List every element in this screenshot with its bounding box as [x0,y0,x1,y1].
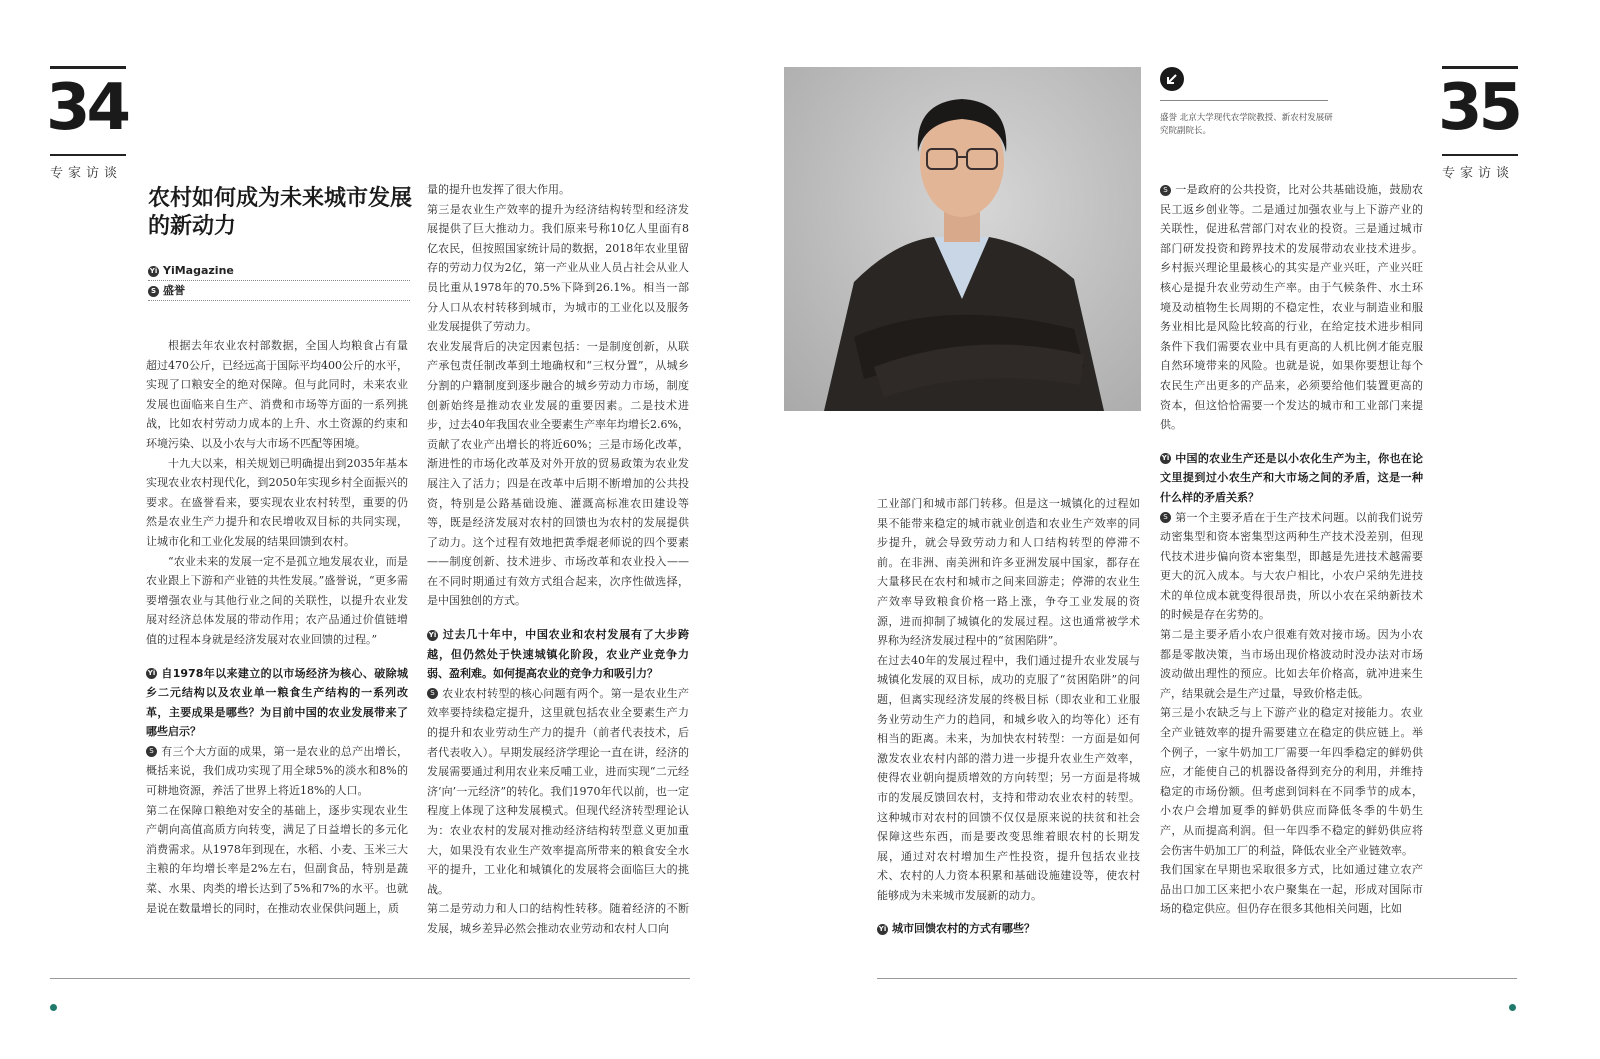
s-icon: S [1160,512,1171,523]
answer [1160,180,1423,435]
footer-dot-left [50,1004,57,1011]
question [877,919,1140,939]
question [146,664,408,742]
answer-text: 农业农村转型的核心问题有两个。第一是农业生产效率要持续稳定提升，这里就包括农业全要素生产力的提升和农业劳动生产力的提升（前者代表技术，后者代表收入）。早期发展经济学理论一直在讲，经济的发展需要通过利用农业来反哺工业，进而实现“二元经济‘向’一元经济”的转化。我们1970年代以前，也一定程度上体现了这种发展模式。但现代经济转型理论认为：农业农村的发展对推动经济结构转型意义更加重大，如果没有农业生产效率提高所带来的粮食安全水平的提升，工业化和城镇化的发展将会面临巨大的挑战。 [427,686,689,896]
footer-rule-right [877,978,1517,979]
s-icon: S [146,746,157,757]
paragraph: 第二是主要矛盾小农户很难有效对接市场。因为小农都是零散决策，当市场出现价格波动时没办法对市场波动做出理性的预应。比如去年价格高，就冲进来生产，结果就会是生产过量，导致价格走低。 [1160,628,1423,700]
section-label-right: 专家访谈 [1442,166,1515,181]
arrow-down-left-icon [1160,67,1184,91]
paragraph: 在过去40年的发展过程中，我们通过提升农业发展与城镇化发展的双目标，成功的克服了“贫困陷阱”的问题，但离实现经济发展的终极目标（即农业和工业服务业劳动生产力的趋同，和城乡收入的均等化）还有相当的距离。未来，为加快农村转型：一方面是如何激发农业农村内部的潜力进一步提升农业生产效率，使得农业朝向提质增效的方向转型；另一方面是将城市的发展反馈回农村，支持和带动农业农村的转型。这种城市对农村的回馈不仅仅是原来说的扶贫和社会保障这些东西，而是要改变思维着眼农村的长期发展，通过对农村增加生产性投资，提升包括农业技术、农村的人力资本积累和基础设施建设等，使农村能够成为未来城市发展新的动力。 [877,653,1140,902]
byline-author-text: 盛誉 [163,284,185,297]
page-number-top-rule [50,66,126,69]
page-number-bottom-rule [1442,154,1518,156]
footer-rule-left [50,978,690,979]
yi-icon: Yi [1161,454,1170,463]
s-icon: S [1160,185,1171,196]
paragraph: 第二是劳动力和人口的结构性转移。随着经济的不断发展，城乡差异必然会推动农业劳动和农村人口向 [427,902,689,935]
text-column-1 [146,336,408,918]
question-text: 过去几十年中，中国农业和农村发展有了大步跨越，但仍然处于快速城镇化阶段，农业产业竞争力弱、盈利难。如何提高农业的竞争力和吸引力？ [427,628,689,681]
paragraph: “农业未来的发展一定不是孤立地发展农业，而是农业跟上下游和产业链的共性发展。”盛誉说，“更多需要增强农业与其他行业之间的关联性，以提升农业发展对经济总体发展的带动作用；农产品通过价值链增值的过程本身就是经济发展对农业回馈的过程。” [146,554,408,646]
page-number-bottom-rule [50,154,126,156]
paragraph: 农业发展背后的决定因素包括：一是制度创新，从联产承包责任制改革到土地确权和“三权分置”，从城乡分割的户籍制度到逐步融合的城乡劳动力市场，制度创新始终是推动农业发展的重要因素。二是技术进步，过去40年我国农业全要素生产率年均增长2.6%，贡献了农业产出增长的将近60%；三是市场化改革，渐进性的市场化改革及对外开放的贸易政策为农业发展注入了活力；四是在改革中后期不断增加的公共投资，特别是公路基础设施、灌溉高标准农田建设等等，既是经济发展对农村的回馈也为农村的发展提供了动力。这个过程有效地把黄季焜老师说的四个要素——制度创新、技术进步、市场改革和农业投入——在不同时期通过有效方式组合起来，次序性做选择，是中国独创的方式。 [427,339,689,608]
paragraph: 第三是农业生产效率的提升为经济结构转型和经济发展提供了巨大推动力。我们原来号称10亿人里面有8亿农民，但按照国家统计局的数据，2018年农业里留存的劳动力仅为2亿，第一产业从业人员占社会从业人员比重从1978年的70.5%下降到26.1%。相当一部分人口从农村转移到城市，为城市的工业化以及服务业发展提供了劳动力。 [427,202,689,334]
answer [146,742,408,801]
paragraph: 量的提升也发挥了很大作用。 [427,183,570,196]
question-text: 中国的农业生产还是以小农化生产为主，你也在论文里提到过小农生产和大市场之间的矛盾，这是一种什么样的矛盾关系？ [1160,451,1423,504]
page-number-right: 35 [1438,71,1520,145]
answer [427,684,689,900]
question [1160,449,1423,508]
paragraph: 根据去年农业农村部数据，全国人均粮食占有量超过470公斤，已经远高于国际平均400公斤的水平，实现了口粮安全的绝对保障。但与此同时，未来农业发展也面临来自生产、消费和市场等方面的一系列挑战，比如农村劳动力成本的上升、水土资源的约束和环境污染、以及小农与大市场不匹配等困境。 [146,339,408,450]
paragraph: 第三是小农缺乏与上下游产业的稳定对接能力。农业全产业链效率的提升需要建立在稳定的供应链上。举个例子，一家牛奶加工厂需要一年四季稳定的鲜奶供应，才能使自己的机器设备得到充分的利用，并维持稳定的市场份额。但考虑到饲料在不同季节的成本，小农户会增加夏季的鲜奶供应而降低冬季的牛奶生产，从而提高利润。但一年四季不稳定的鲜奶供应将会伤害牛奶加工厂的利益，降低农业全产业链效率。 [1160,706,1423,857]
text-column-3 [877,494,1140,939]
byline-magazine [148,262,410,281]
text-column-2 [427,180,689,939]
paragraph: 十九大以来，相关规划已明确提出到2035年基本实现农业农村现代化，到2050年实现乡村全面振兴的要求。在盛誉看来，要实现农业农村转型，重要的仍然是农业生产力提升和农民增收双目标的共同实现，让城市化和工业化发展的结果回馈到农村。 [146,456,408,548]
answer-text: 一是政府的公共投资，比对公共基础设施，鼓励农民工返乡创业等。二是通过加强农业与上下游产业的关联性，促进私营部门对农业的投资。三是通过城市部门研发投资和跨界技术的发展带动农业技术进步。乡村振兴理论里最核心的其实是产业兴旺，产业兴旺核心是提升农业劳动生产率。由于气候条件、水土环境及动植物生长周期的不稳定性，农业与制造业和服务业相比是风险比较高的行业，在给定技术进步相同条件下我们需要农业中具有更高的人机比例才能克服自然环境带来的风险。也就是说，如果你要想让每个农民生产出更多的产品来，必须要给他们装置更高的资本，但这恰恰需要一个发达的城市和工业部门来提供。 [1160,183,1423,432]
photo-caption: 盛誉 北京大学现代农学院教授、新农村发展研究院副院长。 [1160,113,1333,136]
s-icon: S [427,688,438,699]
caption-rule [1160,100,1328,101]
footer-dot-right [1509,1004,1516,1011]
page-number-top-rule [1442,66,1518,69]
yi-icon: Yi [428,630,437,639]
s-icon: S [148,286,159,297]
yi-icon: Yi [878,924,887,933]
article-title: 农村如何成为未来城市发展的新动力 [148,186,413,239]
paragraph: 我们国家在早期也采取很多方式，比如通过建立农产品出口加工区来把小农户聚集在一起，形成对国际市场的稳定供应。但仍存在很多其他相关问题，比如 [1160,863,1423,916]
page-number-left: 34 [46,71,128,145]
portrait-photo [784,67,1141,411]
question-text: 自1978年以来建立的以市场经济为核心、破除城乡二元结构以及农业单一粮食生产结构的一系列改革，主要成果是哪些？为目前中国的农业发展带来了哪些启示？ [146,666,408,739]
text-column-4 [1160,180,1423,919]
yi-icon: Yi [147,669,156,677]
answer-text: 第一个主要矛盾在于生产技术问题。以前我们说劳动密集型和资本密集型这两种生产技术没差别，但现代技术进步偏向资本密集型，即越是先进技术越需要更大的沉入成本。与大农户相比，小农户采纳先进技术的单位成本就变得很昂贵，所以小农在采纳新技术的时候是存在劣势的。 [1160,510,1423,622]
paragraph: 工业部门和城市部门转移。但是这一城镇化的过程如果不能带来稳定的城市就业创造和农业生产效率的同步提升，就会导致劳动力和人口结构转型的停滞不前。在非洲、南美洲和许多亚洲发展中国家，都存在大量移民在农村和城市之间来回游走；停滞的农业生产效率导致粮食价格一路上涨，争夺工业发展的资源，进而抑制了城镇化的发展过程。这也通常被学术界称为经济发展过程中的“贫困陷阱”。 [877,497,1140,648]
question-text: 城市回馈农村的方式有哪些？ [892,922,1035,936]
yi-icon: Yi [149,266,158,275]
section-label-left: 专家访谈 [50,166,123,181]
question [427,625,689,684]
portrait-illustration [784,67,1141,411]
answer-text: 有三个大方面的成果，第一是农业的总产出增长，概括来说，我们成功实现了用全球5%的淡水和8%的可耕地资源，养活了世界上将近18%的人口。 [146,744,408,798]
byline-magazine-text: YiMagazine [163,264,234,277]
answer [1160,508,1423,626]
paragraph: 第二在保障口粮绝对安全的基础上，逐步实现农业生产朝向高值高质方向转变，满足了日益增长的多元化消费需求。从1978年到现在，水稻、小麦、玉米三大主粮的年均增长率是2%左右，但副食品，特别是蔬菜、水果、肉类的增长达到了5%和7%的水平。也就是说在数量增长的同时，在推动农业保供问题上，质 [146,803,408,915]
byline-author [148,282,410,301]
